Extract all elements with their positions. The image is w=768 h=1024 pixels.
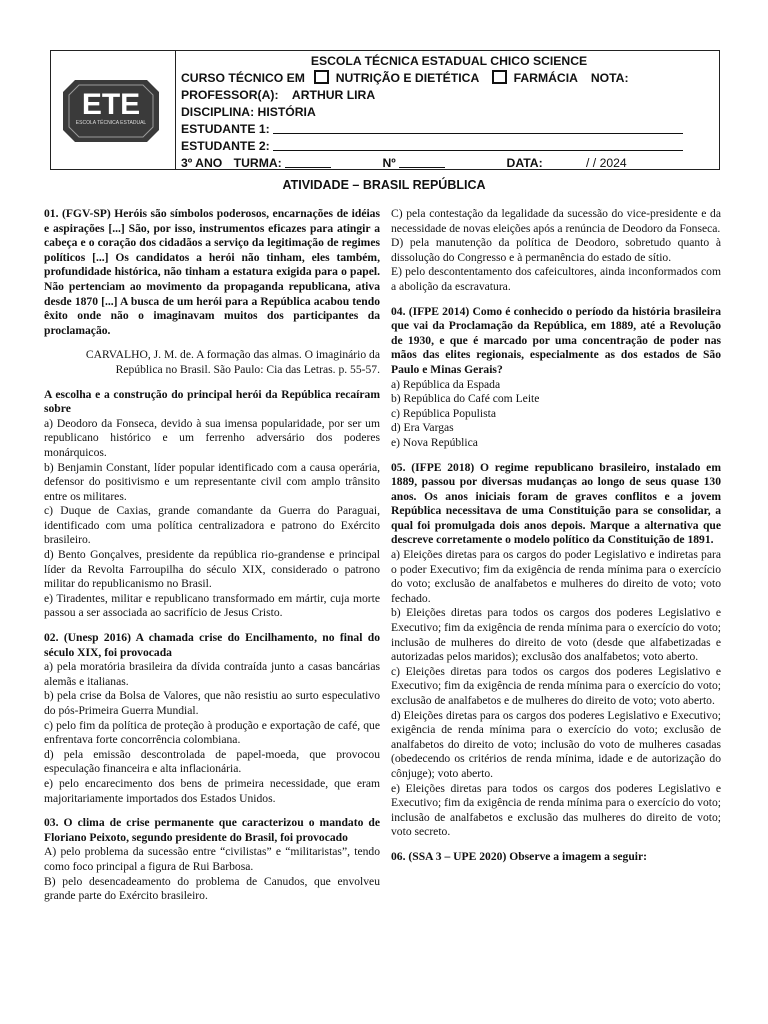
q1-citation: CARVALHO, J. M. de. A formação das almas. O imaginário da República no Brasil. São Paulo: Cia das Letras. p. 55-57. (85, 348, 380, 376)
q1-stem: 01. (FGV-SP) Heróis são símbolos poderosos, encarnações de idéias e aspirações [...] São, por isso, instrumentos eficazes para atingir a cabeça e o coração dos cidadãos a serviço da legitimação de regimes políticos [...] Os candidatos a herói não tinham, eles também, profundidade histórica, não tinham a estatura exigida para o papel. Não pertenciam ao movimento da propaganda republicana, ativa desde 1870 [...] A busca de um herói para a República acabou tendo êxito onde não o imaginavam muitos dos participantes da proclamação. (44, 207, 380, 337)
q5-option-b: b) Eleições diretas para todos os cargos dos poderes Legislativo e Executivo; fim da exigência de renda mínima para o exercício do voto; inclusão de mulheres do direito de voto (desde que alfabetizadas e autorizadas pelos maridos); exclusão dos analfabetos; voto aberto. (391, 606, 721, 664)
q4-option-a: a) República da Espada (391, 377, 501, 391)
q5-option-a: a) Eleições diretas para os cargos do poder Legislativo e indiretas para o poder Executivo; fim da exigência de renda mínima para o exercício do voto; exclusão de analfabetos e mulheres do direito de voto; voto fechado. (391, 548, 721, 605)
student2-field[interactable] (273, 139, 683, 151)
course-option-farmacia: FARMÁCIA (513, 71, 578, 85)
course-option-nutricao: NUTRIÇÃO E DIETÉTICA (335, 71, 479, 85)
q4-option-d: d) Era Vargas (391, 421, 454, 435)
professor-line (181, 87, 717, 104)
course-label: CURSO TÉCNICO EM (181, 71, 305, 85)
class-field[interactable] (285, 156, 331, 168)
logo-text: ETE (81, 88, 141, 121)
q2-option-d: d) pela emissão descontrolada de papel-moeda, que provocou especulação financeira e alta inflacionária. (44, 747, 380, 776)
q3-option-d: D) pela manutenção da política de Deodoro, sobretudo quanto à dissolução do Congresso e à permanência do estado de sítio. (391, 236, 721, 264)
q2-stem: 02. (Unesp 2016) A chamada crise do Encilhamento, no final do século XIX, foi provocada (44, 631, 380, 659)
number-field[interactable] (399, 156, 445, 168)
logo-subtext: ESCOLA TÉCNICA ESTADUAL (75, 120, 147, 126)
student2-line (181, 138, 717, 155)
q1-option-b: b) Benjamin Constant, líder popular identificado com a causa operária, defensor do positivismo e um representante civil com amplo trânsito entre os militares. (44, 460, 380, 503)
q3-option-b: B) pelo desencadeamento do problema de Canudos, que envolveu grande parte do Exército brasileiro. (44, 874, 380, 903)
right-column (391, 207, 721, 865)
q4-option-b: b) República do Café com Leite (391, 392, 540, 406)
school-logo (61, 76, 161, 146)
q5-option-e: e) Eleições diretas para todos os cargos dos poderes Legislativo e Executivo; fim da exigência de renda mínima para o exercício do voto; inclusão de analfabetos e exclusão das mulheres do direito de voto; voto secreto. (391, 781, 721, 839)
number-label: Nº (382, 156, 396, 170)
grade-label: NOTA: (590, 71, 629, 85)
course-line (181, 70, 717, 87)
discipline-label: DISCIPLINA: (181, 105, 255, 119)
q1-option-e: e) Tiradentes, militar e republicano transformado em mártir, cuja morte passou a ser associada ao sacrifício de Jesus Cristo. (44, 591, 380, 620)
q2-option-c: c) pelo fim da política de proteção à produção e exportação de café, que enfrentava forte concorrência colombiana. (44, 718, 380, 747)
student2-label: ESTUDANTE 2: (181, 139, 270, 153)
q4-option-e: e) Nova República (391, 435, 478, 449)
class-line (181, 155, 717, 172)
professor-label: PROFESSOR(A): (181, 88, 279, 102)
student1-label: ESTUDANTE 1: (181, 122, 270, 136)
q3-stem: 03. O clima de crise permanente que caracterizou o mandato de Floriano Peixoto, segundo presidente do Brasil, foi provocado (44, 816, 380, 844)
header-fields (181, 53, 717, 172)
logo-cell (51, 51, 176, 169)
q5-stem: 05. (IFPE 2018) O regime republicano brasileiro, instalado em 1889, passou por diversas mudanças ao longo de seus quase 130 anos. Os anos iniciais foram de graves conflitos e a jovem República necessitava de uma Constituição para se consolidar, a qual foi promulgada dois anos depois. Marque a alternativa que descreve corretamente o modelo político da Constituição de 1891. (391, 460, 721, 547)
q4-stem: 04. (IFPE 2014) Como é conhecido o período da história brasileira que vai da Proclamação da República, em 1889, até a Revolução de 1930, e que é marcado por uma concentração de poder nas mãos das elites regionais, especialmente as dos estados de São Paulo e Minas Gerais? (391, 304, 721, 376)
q4-option-c: c) República Populista (391, 406, 496, 420)
q1-option-c: c) Duque de Caxias, grande comandante da Guerra do Paraguai, identificado com uma política centralizadora e patrono do Exército brasileiro. (44, 504, 380, 547)
school-name: ESCOLA TÉCNICA ESTADUAL CHICO SCIENCE (310, 54, 588, 68)
q3-option-e: E) pelo descontentamento dos cafeicultores, ainda inconformados com a abolição da escravatura. (391, 265, 721, 293)
q5-option-c: c) Eleições diretas para todos os cargos dos poderes Legislativo e Executivo; fim da exigência de renda mínima para o exercício do voto; exclusão de analfabetos e de mulheres do direito de voto; voto aberto. (391, 664, 721, 707)
class-label: TURMA: (233, 156, 282, 170)
q2-option-a: a) pela moratória brasileira da dívida contraída junto a casas bancárias alemãs e italianas. (44, 660, 380, 688)
discipline-line (181, 104, 717, 121)
q2-option-e: e) pelo encarecimento dos bens de primeira necessidade, que eram majoritariamente importados dos Estados Unidos. (44, 776, 380, 805)
q1-option-d: d) Bento Gonçalves, presidente da república rio-grandense e principal líder da Revolta Farroupilha do século XIX, considerado o patrono militar do republicanismo no Brasil. (44, 548, 380, 591)
checkbox-farmacia[interactable] (492, 70, 507, 84)
checkbox-nutricao[interactable] (314, 70, 329, 84)
q1-question: A escolha e a construção do principal herói da República recaíram sobre (44, 387, 380, 416)
date-field[interactable]: / / 2024 (586, 156, 627, 170)
q3-option-c: C) pela contestação da legalidade da sucessão do vice-presidente e da necessidade de novas eleições após a renúncia de Deodoro da Fonseca. (391, 207, 721, 235)
student1-line (181, 121, 717, 138)
date-label: DATA: (506, 156, 543, 170)
q5-option-d: d) Eleições diretas para os cargos dos poderes Legislativo e Executivo; exigência de renda mínima para o exercício do voto; exclusão de analfabetos do direito de voto; inclusão do voto de mulheres casadas (obedecendo os critérios de renda mínima, idade e de autorização do cônjuge); voto aberto. (391, 708, 721, 780)
discipline-name: HISTÓRIA (257, 105, 316, 119)
page-title: ATIVIDADE – BRASIL REPÚBLICA (282, 178, 486, 192)
left-column (44, 207, 380, 904)
student1-field[interactable] (273, 122, 683, 134)
q2-option-b: b) pela crise da Bolsa de Valores, que não resistiu ao surto especulativo do pós-Primeira Guerra Mundial. (44, 689, 380, 717)
q6-stem: 06. (SSA 3 – UPE 2020) Observe a imagem a seguir: (391, 849, 648, 863)
header-box (50, 50, 720, 170)
professor-name: ARTHUR LIRA (291, 88, 376, 102)
q1-option-a: a) Deodoro da Fonseca, devido à sua imensa popularidade, por ser um republicano histórico e um ferrenho adversário dos poderes monárquicos. (44, 416, 380, 459)
year-label: 3º ANO (181, 156, 223, 170)
q3-option-a: A) pelo problema da sucessão entre “civilistas” e “militaristas”, tendo como foco principal a figura de Rui Barbosa. (44, 845, 380, 873)
